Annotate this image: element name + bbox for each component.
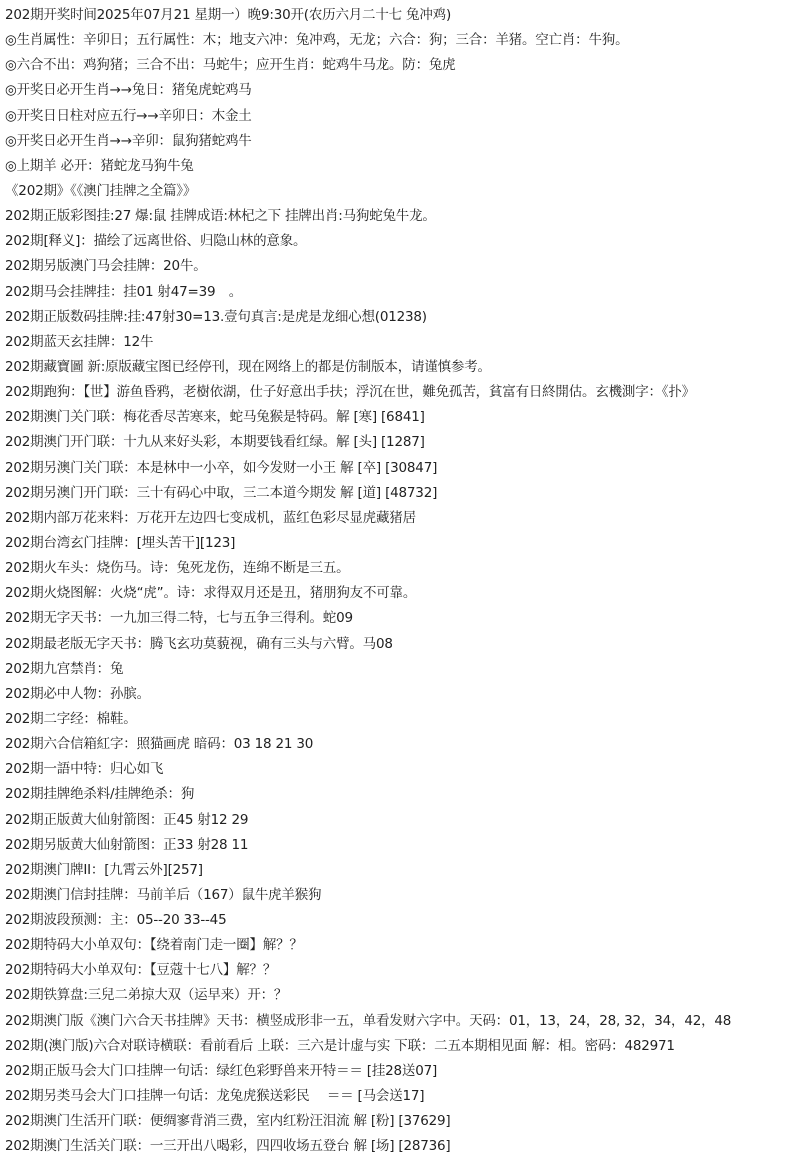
text-line: 202期另澳门开门联：三十有码心中取，三二本道今期发 解 [道] [48732] — [5, 484, 438, 501]
text-line: 202期一語中特：归心如飞 — [5, 761, 164, 778]
text-line: 202期特码大小单双句：【绕着南门走一圈】解？？ — [5, 937, 303, 954]
text-line: 202期另版黄大仙射箭图：正33 射28 11 — [5, 836, 249, 853]
text-line: ◎开奖日日柱对应五行→→辛卯日：木金土 — [5, 107, 252, 124]
text-line: ◎开奖日必开生肖→→兔日：猪兔虎蛇鸡马 — [5, 82, 252, 99]
text-line: 202期铁算盘:三兒二弟掠大双（运早来）开：？ — [5, 987, 288, 1004]
text-line: 202期台湾玄门挂牌：[埋头苦干][123] — [5, 534, 236, 551]
text-line: 202期九宫禁肖：兔 — [5, 660, 124, 677]
text-line: 202期藏寶圖 新:原版藏宝图已经停刊，现在网络上的都是仿制版本，请谨慎参考。 — [5, 358, 491, 375]
text-line: 202期火车头：烧伤马。诗：兔死龙伤，连绵不断是三五。 — [5, 560, 350, 577]
text-line: 202期正版彩图挂:27 爆:鼠 挂牌成语:林杞之下 挂牌出肖:马狗蛇兔牛龙。 — [5, 208, 436, 225]
text-line: ◎生肖属性：辛卯日；五行属性：木；地支六冲：兔冲鸡，无龙；六合：狗；三合：羊猪。空亡肖：牛狗。 — [5, 32, 629, 49]
text-line: 202期澳门生活开门联：便绸寥背消三费，室内红粉汪泪流 解 [粉] [37629] — [5, 1113, 451, 1130]
text-line: 202期二字经：棉鞋。 — [5, 710, 137, 727]
text-line: 202期(澳门版)六合对联诗横联：看前看后 上联：三六是计虚与实 下联：二五本期相见面 解：相。密码：482971 — [5, 1037, 675, 1054]
text-line: 202期必中人物：孙膑。 — [5, 685, 150, 702]
text-line: 202期火烧图解：火烧“虎”。诗：求得双月还是丑，猪朋狗友不可靠。 — [5, 585, 417, 602]
text-line: 202期蓝天玄挂牌：12牛 — [5, 333, 154, 350]
text-line: ◎上期羊 必开：猪蛇龙马狗牛兔 — [5, 157, 194, 174]
text-line: 202期正版马会大门口挂牌一句话：绿红色彩野兽来开特＝＝ [挂28送07] — [5, 1062, 438, 1079]
text-line: 202期正版黄大仙射箭图：正45 射12 29 — [5, 811, 249, 828]
text-line: 202期无字天书：一九加三得二特，七与五争三得利。蛇09 — [5, 610, 353, 627]
text-line: 202期最老版无字天书：腾飞玄功莫藐视，确有三头与六臂。马08 — [5, 635, 393, 652]
text-line: 202期六合信箱紅字：照猫画虎 暗码：03 18 21 30 — [5, 736, 314, 753]
text-line: 202期另澳门关门联：本是林中一小卒，如今发财一小王 解 [卒] [30847] — [5, 459, 438, 476]
text-line: 202期特码大小单双句：【豆蔻十七八】解？？ — [5, 962, 277, 979]
text-line: 202期挂牌绝杀料/挂牌绝杀：狗 — [5, 786, 195, 803]
text-line: 202期开奖时间2025年07月21 星期一）晚9:30开(农历六月二十七 兔冲鸡) — [5, 7, 452, 23]
text-line: 202期澳门版《澳门六合天书挂牌》天书：横竖成形非一五，单看发财六字中。天码：01，13，24，28, 32，34，42，48 — [5, 1012, 732, 1029]
text-line: 202期澳门牌II：[九霄云外][257] — [5, 861, 203, 878]
text-line: 202期澳门信封挂牌：马前羊后（167）鼠牛虎羊猴狗 — [5, 886, 322, 903]
text-line: 202期正版数码挂牌:挂:47射30=13.壹句真言:是虎是龙细心想(01238) — [5, 308, 427, 325]
text-line: 202期波段预测：主：05--20 33--45 — [5, 912, 227, 929]
text-line: 202期澳门开门联：十九从来好头彩，本期要钱看红绿。解 [头] [1287] — [5, 434, 425, 451]
text-line: 202期澳门关门联：梅花香尽苦寒来，蛇马兔猴是特码。解 [寒] [6841] — [5, 409, 425, 426]
text-line: 202期另类马会大门口挂牌一句话：龙兔虎猴送彩民 ＝＝ [马会送17] — [5, 1088, 425, 1105]
text-line: 202期另版澳门马会挂牌：20牛。 — [5, 258, 207, 275]
text-line: 202期内部万花来料：万花开左边四七变成机，蓝红色彩尽显虎藏猪居 — [5, 509, 416, 526]
text-line: 202期跑狗：【世】游鱼昏鸦，老樹依湖，仕子好意出手扶；浮沉在世，難免孤苦，貧富有日終開估。玄機測字：《扑》 — [5, 384, 695, 401]
text-line: 202期[释义]：描绘了远离世俗、归隐山林的意象。 — [5, 233, 307, 250]
text-line: 202期马会挂牌挂：挂01 射47=39 。 — [5, 283, 243, 300]
text-line: 202期澳门生活关门联：一三开出八喝彩，四四收场五登台 解 [场] [28736] — [5, 1138, 451, 1155]
text-line: ◎六合不出：鸡狗猪；三合不出：马蛇牛；应开生肖：蛇鸡牛马龙。防：兔虎 — [5, 57, 456, 74]
text-line: ◎开奖日必开生肖→→辛卯：鼠狗猪蛇鸡牛 — [5, 132, 252, 149]
section-title: 《202期》《《澳门挂牌之全篇》》 — [5, 182, 197, 199]
